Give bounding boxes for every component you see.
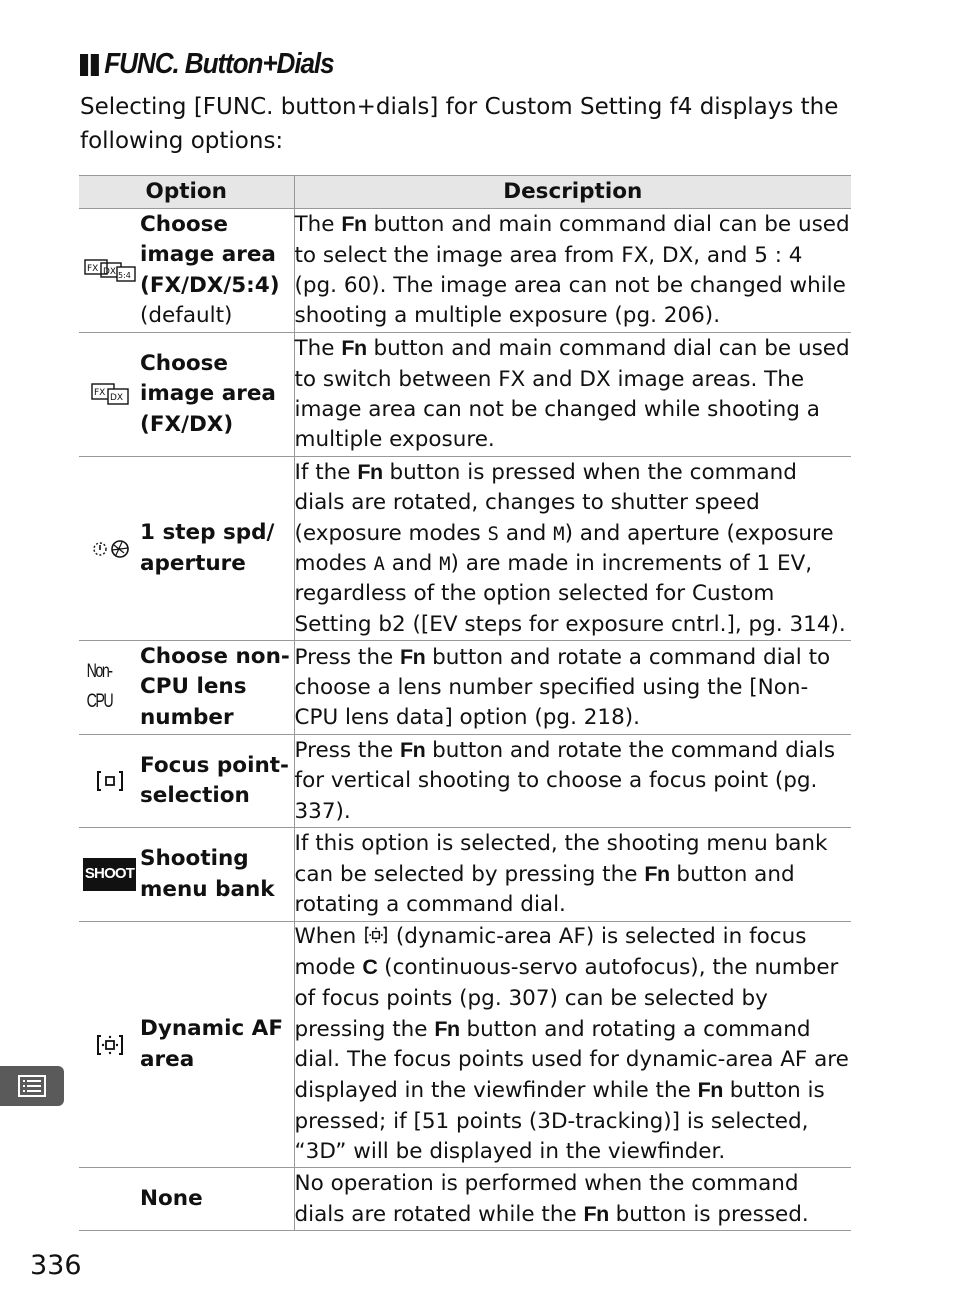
option-name: 1 step spd/ aperture: [140, 520, 275, 576]
mode-a-icon: A: [373, 553, 385, 575]
focus-point-icon: [79, 769, 140, 793]
table-row: [79, 1168, 851, 1231]
table-row: [79, 828, 851, 922]
section-heading: [80, 48, 334, 81]
option-name: Shooting menu bank: [140, 846, 275, 902]
heading-title: FUNC. Button+Dials: [104, 48, 334, 80]
options-table: [79, 175, 851, 1231]
option-description: If the Fn button is pressed when the command dials are rotated, changes to shutter speed (exposure modes S and M) and aperture (exposure modes A and M) are made in increments of 1 EV, regardless of the option selected for Custom Setting b2 ([EV steps for exposure cntrl.], pg. 314).: [294, 457, 851, 641]
non-cpu-icon: Non-CPU: [86, 661, 113, 713]
option-name: Dynamic AF area: [140, 1016, 284, 1072]
table-row: [79, 922, 851, 1168]
table-header-row: [79, 176, 851, 209]
option-name: Focus point-selection: [140, 752, 289, 808]
fn-button-label: Fn: [357, 460, 383, 485]
table-row: [79, 735, 851, 828]
option-column-header: Option: [79, 176, 294, 209]
option-description: When (dynamic-area AF) is selected in focus mode C (continuous-servo autofocus), the number of focus points (pg. 307) can be selected by pressing the Fn button and rotating a command dial. The focus points used for dynamic-area AF are displayed in the viewfinder while the Fn button is pressed; if [51 points (3D-tracking)] is selected, “3D” will be displayed in the viewfinder.: [294, 922, 851, 1168]
dynamic-af-icon: [79, 1033, 140, 1057]
custom-settings-menu-tab-icon: [0, 1066, 64, 1106]
fn-button-label: Fn: [697, 1078, 723, 1103]
option-name: Choose image area (FX/DX/5:4): [140, 211, 280, 298]
table-row: [79, 333, 851, 457]
heading-marker-icon: [80, 54, 99, 76]
mode-m-icon: M: [553, 522, 565, 545]
option-description: The Fn button and main command dial can be used to select the image area from FX, DX, and 5 : 4 (pg. 60). The image area can not be changed while shooting a multiple exposure (pg. 206).: [294, 209, 851, 333]
fn-button-label: Fn: [400, 738, 426, 763]
intro-paragraph: Selecting [FUNC. button+dials] for Custom Setting f4 displays the following options:: [80, 94, 839, 154]
page-number: 336: [30, 1250, 82, 1281]
table-row: [79, 641, 851, 735]
dynamic-area-af-inline-icon: [363, 925, 389, 945]
fn-button-label: Fn: [341, 212, 367, 237]
option-description: No operation is performed when the command dials are rotated while the Fn button is pressed.: [294, 1168, 851, 1231]
option-description: Press the Fn button and rotate a command dial to choose a lens number specified using the [Non-CPU lens data] option (pg. 218).: [294, 641, 851, 735]
option-description: The Fn button and main command dial can be used to switch between FX and DX image areas. The image area can not be changed while shooting a multiple exposure.: [294, 333, 851, 457]
svg-text:5:4: 5:4: [117, 270, 131, 280]
option-description: If this option is selected, the shooting menu bank can be selected by pressing the Fn button and rotating a command dial.: [294, 828, 851, 922]
mode-m-icon: M: [439, 553, 451, 575]
fn-button-label: Fn: [400, 644, 426, 669]
image-area-fx-dx-icon: [79, 381, 140, 407]
option-name: Choose non-CPU lens number: [140, 644, 290, 730]
mode-s-icon: S: [487, 522, 499, 545]
svg-text:DX: DX: [102, 266, 116, 277]
fn-button-label: Fn: [341, 336, 367, 361]
image-area-fx-dx-54-icon: [79, 257, 140, 285]
table-row: [79, 457, 851, 641]
table-row: [79, 209, 851, 333]
one-step-spd-aperture-icon: [79, 536, 140, 562]
option-default-note: (default): [140, 302, 233, 328]
fn-button-label: Fn: [644, 861, 670, 886]
svg-text:FX: FX: [93, 388, 105, 399]
svg-text:DX: DX: [109, 393, 123, 404]
focus-mode-c-icon: C: [362, 955, 378, 980]
fn-button-label: Fn: [434, 1016, 460, 1041]
svg-text:FX: FX: [86, 263, 98, 274]
option-name: None: [140, 1186, 203, 1212]
description-column-header: Description: [294, 176, 851, 209]
option-name: Choose image area (FX/DX): [140, 351, 276, 437]
fn-button-label: Fn: [583, 1201, 609, 1226]
option-description: Press the Fn button and rotate the command dials for vertical shooting to choose a focus point (pg. 337).: [294, 735, 851, 828]
shoot-icon: SHOOT: [79, 858, 140, 890]
